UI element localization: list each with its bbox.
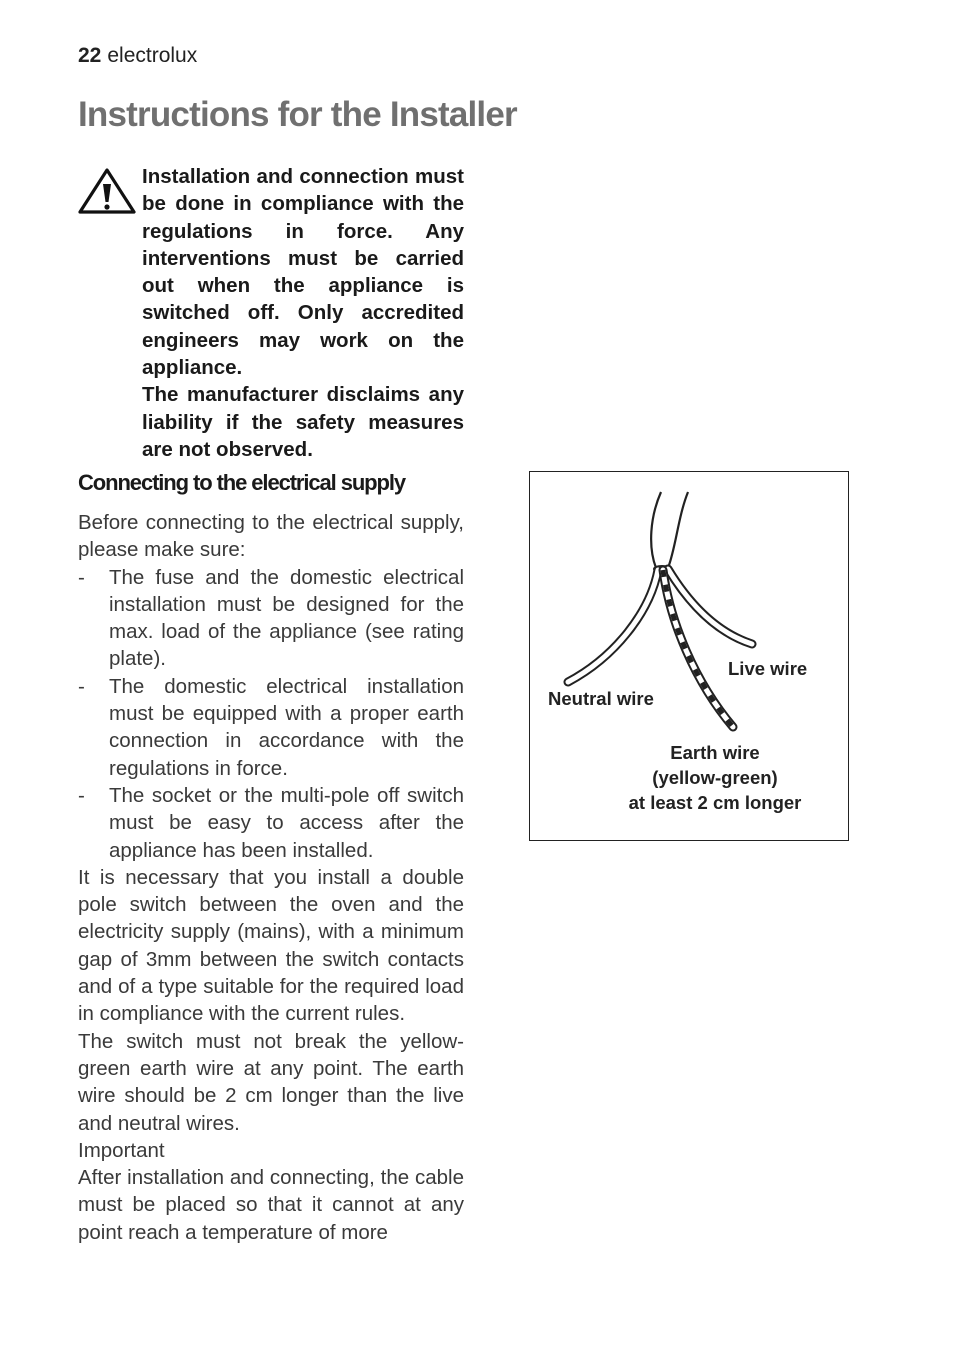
section-heading: Connecting to the electrical supply [78,470,406,495]
section-body [78,509,464,1246]
warning-paragraph-1: Installation and connection must be done in compliance with the regulations in force. Any interventions must be carried out when the appliance is switched off. Only accredited engineers may work on the appliance. [142,165,464,380]
neutral-wire-label: Neutral wire [548,688,654,709]
page-header [78,44,197,68]
intro-text: Before connecting to the electrical supply, please make sure: [78,511,464,562]
list-item: - The fuse and the domestic electrical installation must be designed for the max. load of the appliance (see rating plate). [78,565,464,671]
brand-name: electrolux [107,44,198,67]
warning-paragraph-2: The manufacturer disclaims any liability if the safety measures are not observed. [142,383,464,461]
page-number: 22 [78,44,102,67]
warning-triangle-icon [77,166,137,216]
bullet-marker: - [78,674,85,698]
page-title: Instructions for the Installer [78,95,517,134]
switch-paragraph: It is necessary that you install a double pole switch between the oven and the electricity supply (mains), with a minimum gap of 3mm between the switch contacts and of a type suitable for the required load in compliance with the current rules. [78,865,464,1026]
list-item: - The domestic electrical installation must be equipped with a proper earth connection in accordance with the regulations in force. [78,674,464,780]
bullet-marker: - [78,783,85,807]
earth-wire-label: Earth wire (yellow-green) at least 2 cm longer [628,742,802,813]
cable-placement-paragraph: After installation and connecting, the cable must be placed so that it cannot at any point reach a temperature of more [78,1166,464,1244]
safety-warning [142,163,464,463]
requirements-list [78,564,464,864]
earth-wire-paragraph: The switch must not break the yellow-green earth wire at any point. The earth wire should be 2 cm longer than the live and neutral wires. [78,1029,464,1135]
important-label: Important [78,1138,165,1162]
bullet-marker: - [78,565,85,589]
list-item: - The socket or the multi-pole off switch must be easy to access after the appliance has been installed. [78,783,464,862]
live-wire-label: Live wire [728,658,808,679]
wiring-diagram [529,471,849,841]
